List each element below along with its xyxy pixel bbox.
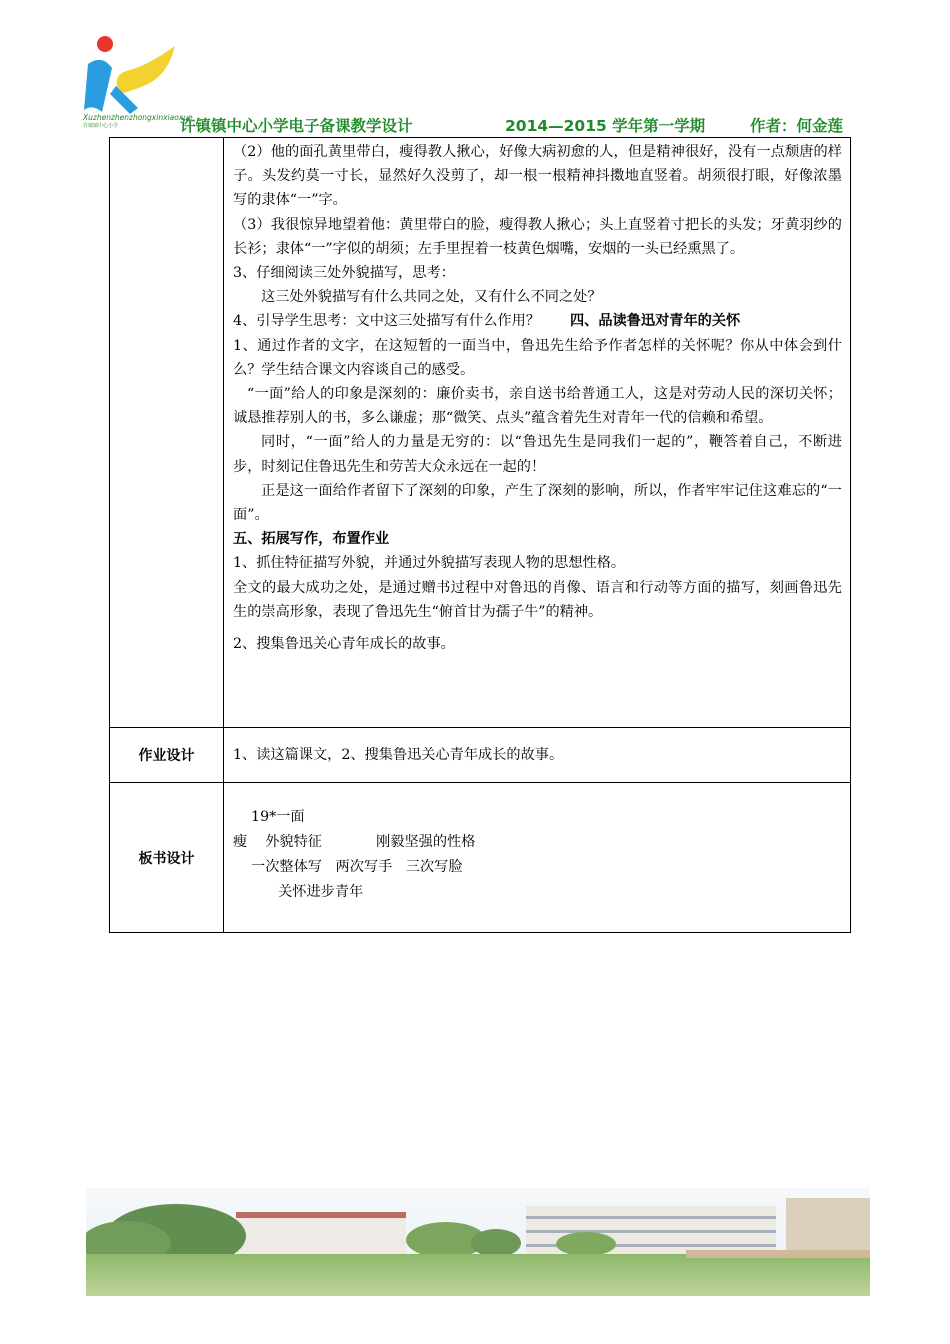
lesson-paragraph: 同时，“一面”给人的力量是无穷的：以“鲁迅先生是同我们一起的”，鞭答着自己，不断进步，时刻记住鲁迅先生和劳苦大众永远在一起的！ [233,434,842,475]
lesson-paragraph: （2）他的面孔黄里带白，瘦得教人揪心，好像大病初愈的人，但是精神很好，没有一点颓唐的样子。头发约莫一寸长，显然好久没剪了，却一根一根精神抖擞地直竖着。胡须很打眼，好像浓墨写的隶体“一”字。 [233,144,842,209]
lesson-paragraph: 全文的最大成功之处，是通过赠书过程中对鲁迅的肖像、语言和行动等方面的描写，刻画鲁迅先生的崇高形象，表现了鲁迅先生“俯首甘为孺子牛”的精神。 [233,579,842,620]
lesson-paragraph [233,309,842,333]
lesson-paragraph: “一面”给人的印象是深刻的：廉价卖书，亲自送书给普通工人，这是对劳动人民的深切关怀；诚恳推荐别人的书，多么谦虚；那“微笑、点头”蕴含着先生对青年一代的信赖和希望。 [233,386,842,427]
board-line: 瘦 外貌特征 刚毅坚强的性格 [233,834,476,850]
section-heading-4: 四、品读鲁迅对青年的关怀 [569,313,741,330]
board-label: 板书设计 [110,783,224,933]
lesson-question: 4、引导学生思考：文中这三处描写有什么作用？ [233,313,540,330]
campus-photo [86,1188,870,1296]
homework-row [110,728,851,783]
header-school: 许镇镇中心小学电子备课教学设计 [180,117,413,135]
board-content [224,783,851,933]
lesson-label-cell [110,138,224,728]
lesson-paragraph: （3）我很惊异地望着他：黄里带白的脸，瘦得教人揪心；头上直竖着寸把长的头发；牙黄羽纱的长衫；隶体“一”字似的胡须；左手里捏着一枝黄色烟嘴，安烟的一头已经熏黑了。 [233,216,842,257]
lesson-row [110,138,851,728]
lesson-paragraph: 1、通过作者的文字，在这短暂的一面当中，鲁迅先生给予作者怎样的关怀呢？你从中体会到什么？学生结合课文内容谈自己的感受。 [233,337,842,378]
homework-text: 1、读这篇课文，2、搜集鲁迅关心青年成长的故事。 [224,728,851,783]
board-row [110,783,851,933]
board-line: 19*一面 [233,809,305,825]
logo-subtext: 许镇镇中心小学 [83,123,119,129]
board-line: 关怀进步青年 [233,884,364,900]
lesson-paragraph: 1、抓住特征描写外貌，并通过外貌描写表现人物的思想性格。 [233,555,626,572]
header-author: 作者：何金莲 [750,117,844,135]
logo-text: Xuzhenzhenzhongxinxiaoxue [83,113,193,122]
lesson-plan-table [109,137,851,933]
homework-label: 作业设计 [110,728,224,783]
board-line: 一次整体写 两次写手 三次写脸 [233,859,463,875]
lesson-paragraph: 3、仔细阅读三处外貌描写，思考： [233,265,455,282]
lesson-content-cell [224,138,851,728]
header-term: 2014—2015 学年第一学期 [505,117,706,135]
page-header [180,114,870,136]
lesson-paragraph: 2、搜集鲁迅关心青年成长的故事。 [233,636,455,653]
lesson-paragraph: 这三处外貌描写有什么共同之处，又有什么不同之处？ [261,289,602,306]
section-heading-5: 五、拓展写作，布置作业 [233,531,390,548]
lesson-paragraph: 正是这一面给作者留下了深刻的印象，产生了深刻的影响，所以，作者牢牢记住这难忘的“一面”。 [233,482,842,524]
